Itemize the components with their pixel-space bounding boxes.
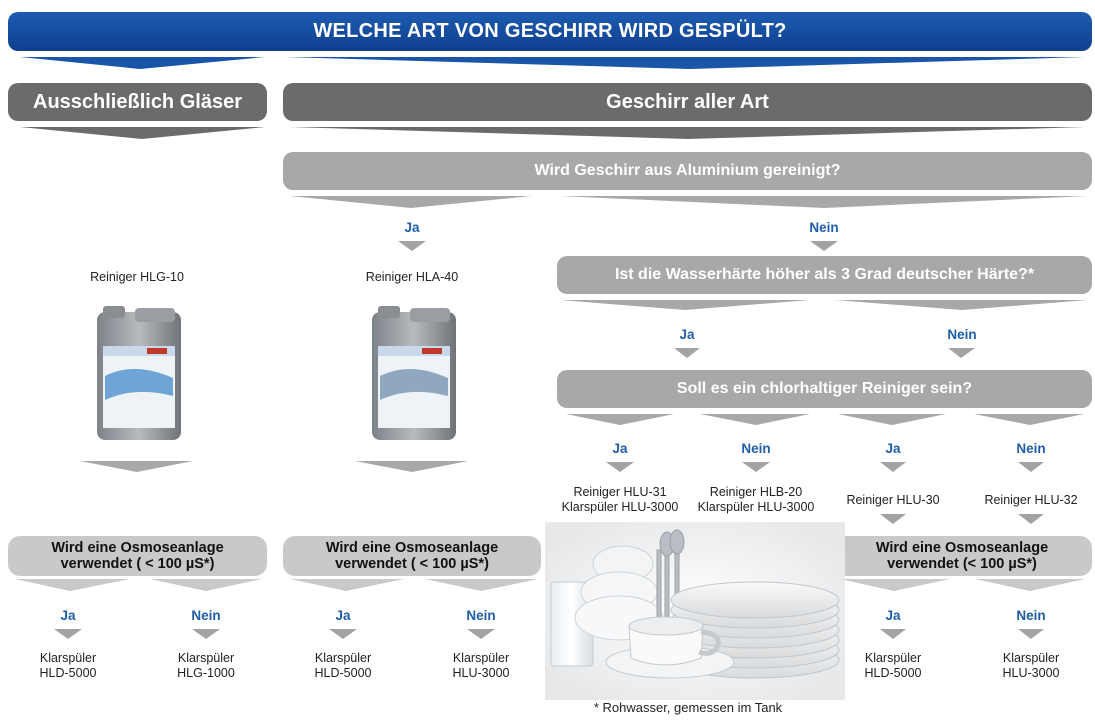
question-aluminium [283,152,1092,190]
header-question [8,12,1092,51]
result-right-no-line1: Klarspüler [1002,651,1060,665]
question-aluminium-text: Wird Geschirr aus Aluminium gereinigt? [534,162,841,179]
result-right-yes-line1: Klarspüler [864,651,922,665]
result-hlu-30: Reiniger HLU-30 [846,493,940,507]
question-osmosis-middle [283,536,541,576]
product-hla-40-label: Reiniger HLA-40 [365,270,459,284]
osmosis-right-no: Nein [1016,608,1046,623]
result-left-yes-line2: HLD-5000 [39,666,97,680]
result-hlu-31 [562,485,679,515]
osmosis-left-line1: Wird eine Osmoseanlage [51,540,224,556]
water-no-label: Nein [947,327,977,342]
result-hlb-20-line2: Klarspüler HLU-3000 [697,500,815,514]
osmosis-middle-line1: Wird eine Osmoseanlage [325,540,499,556]
osmosis-right-line1: Wird eine Osmoseanlage [875,540,1049,556]
result-right-yes [865,651,922,681]
question-water-text: Ist die Wasserhärte höher als 3 Grad deutscher Härte?* [614,266,1035,283]
osmosis-left-no: Nein [191,608,221,623]
osmosis-middle-line2: verwendet ( < 100 µS*) [335,556,489,572]
question-water-hardness [557,256,1092,294]
chlorine-answer-3: Ja [885,441,901,456]
result-right-no-line2: HLU-3000 [1002,666,1060,680]
aluminium-yes-label: Ja [404,220,420,235]
question-chlorine-text: Soll es ein chlorhaltiger Reiniger sein? [676,380,973,397]
osmosis-right-line2: verwendet (< 100 µS*) [887,556,1037,572]
result-hlu-31-line2: Klarspüler HLU-3000 [561,500,679,514]
canister-image-hla-40 [370,306,458,442]
dishes-image [545,522,845,700]
result-hlb-20 [698,485,815,515]
branch-glasses-title: Ausschließlich Gläser [33,90,242,113]
result-right-no [1003,651,1060,681]
result-hlu-32: Reiniger HLU-32 [984,493,1078,507]
result-middle-yes-line2: HLD-5000 [314,666,372,680]
branch-all-title: Geschirr aller Art [606,90,769,113]
aluminium-no-label: Nein [809,220,839,235]
branch-arrows [20,127,1085,139]
branch-glasses-only [8,83,267,121]
product-hlg-10-label: Reiniger HLG-10 [90,270,184,284]
canister-image-hlg-10 [95,306,183,442]
chlorine-answer-2: Nein [741,441,771,456]
osmosis-middle-no: Nein [466,608,496,623]
result-middle-no-line1: Klarspüler [452,651,510,665]
result-middle-no-line2: HLU-3000 [452,666,510,680]
osmosis-left-yes: Ja [60,608,76,623]
header-arrows [20,57,1085,69]
header-title: WELCHE ART VON GESCHIRR WIRD GESPÜLT? [313,20,787,42]
result-middle-no [453,651,510,681]
footnote: * Rohwasser, gemessen im Tank [593,700,783,715]
question-osmosis-right [832,536,1092,576]
result-middle-yes [315,651,372,681]
chlorine-answer-1: Ja [612,441,628,456]
osmosis-left-line2: verwendet ( < 100 µS*) [60,556,215,572]
question-osmosis-left [8,536,267,576]
result-left-yes-line1: Klarspüler [39,651,97,665]
osmosis-middle-yes: Ja [335,608,351,623]
osmosis-right-yes: Ja [885,608,901,623]
result-left-no [177,651,235,681]
result-hlu-31-line1: Reiniger HLU-31 [573,485,667,499]
result-left-yes [40,651,97,681]
water-yes-label: Ja [679,327,695,342]
chlorine-answer-4: Nein [1016,441,1046,456]
question-chlorine [557,370,1092,408]
result-left-no-line1: Klarspüler [177,651,235,665]
branch-all-dishes [283,83,1092,121]
result-right-yes-line2: HLD-5000 [864,666,922,680]
result-middle-yes-line1: Klarspüler [314,651,372,665]
result-hlb-20-line1: Reiniger HLB-20 [709,485,803,499]
result-left-no-line2: HLG-1000 [177,666,235,680]
